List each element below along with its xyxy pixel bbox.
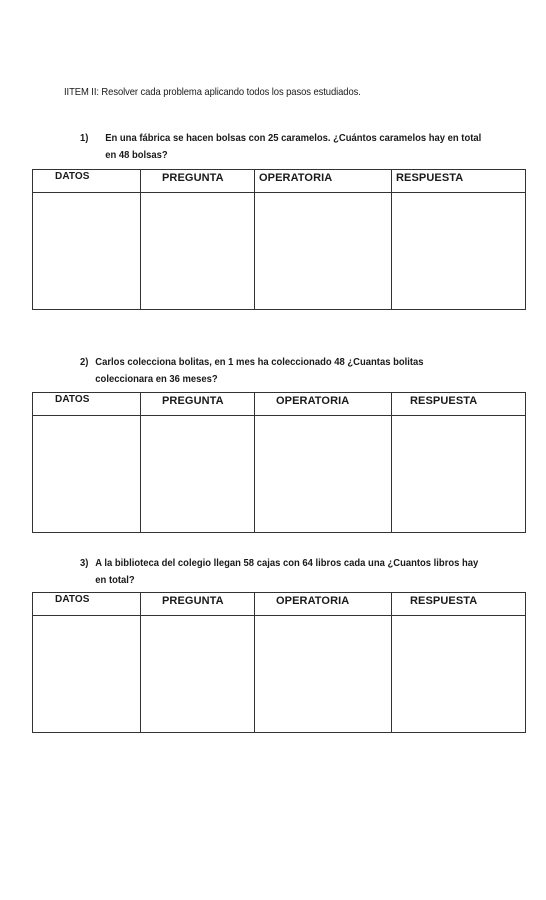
- problem-2-answer-table: [32, 392, 526, 533]
- header-datos: DATOS: [55, 594, 90, 605]
- header-datos: DATOS: [55, 171, 90, 182]
- problem-2-text: Carlos colecciona bolitas, en 1 mes ha coleccionado 48 ¿Cuantas bolitas coleccionara en 36 meses?: [95, 356, 424, 385]
- problem-2-number: 2): [80, 356, 89, 368]
- problem-1-text: En una fábrica se hacen bolsas con 25 caramelos. ¿Cuántos caramelos hay en total en 48 bolsas?: [105, 132, 482, 161]
- column-divider: [140, 170, 141, 309]
- column-divider: [254, 393, 255, 532]
- column-divider: [391, 393, 392, 532]
- column-divider: [391, 170, 392, 309]
- problem-3-number: 3): [80, 557, 89, 569]
- header-pregunta: PREGUNTA: [162, 595, 224, 607]
- header-respuesta: RESPUESTA: [396, 172, 464, 184]
- problem-3-question: [80, 555, 525, 589]
- column-divider: [391, 593, 392, 732]
- problem-3: [32, 555, 526, 607]
- header-pregunta: PREGUNTA: [162, 395, 224, 407]
- header-respuesta: RESPUESTA: [410, 595, 478, 607]
- column-divider: [254, 170, 255, 309]
- problem-2-question: [80, 354, 525, 388]
- instructions-header: IITEM II: Resolver cada problema aplicando todos los pasos estudiados.: [64, 86, 361, 98]
- header-operatoria: OPERATORIA: [276, 595, 350, 607]
- header-operatoria: OPERATORIA: [259, 172, 333, 184]
- column-divider: [140, 593, 141, 732]
- problem-1-number: 1): [80, 132, 89, 144]
- column-divider: [140, 393, 141, 532]
- column-divider: [254, 593, 255, 732]
- problem-2: [32, 354, 526, 407]
- problem-3-text: A la biblioteca del colegio llegan 58 cajas con 64 libros cada una ¿Cuantos libros hay en total?: [95, 557, 479, 586]
- header-respuesta: RESPUESTA: [410, 395, 478, 407]
- header-operatoria: OPERATORIA: [276, 395, 350, 407]
- problem-3-answer-table: [32, 592, 526, 733]
- header-pregunta: PREGUNTA: [162, 172, 224, 184]
- problem-1: [32, 130, 526, 184]
- problem-1-question: [80, 130, 525, 164]
- header-datos: DATOS: [55, 394, 90, 405]
- problem-1-answer-table: [32, 169, 526, 310]
